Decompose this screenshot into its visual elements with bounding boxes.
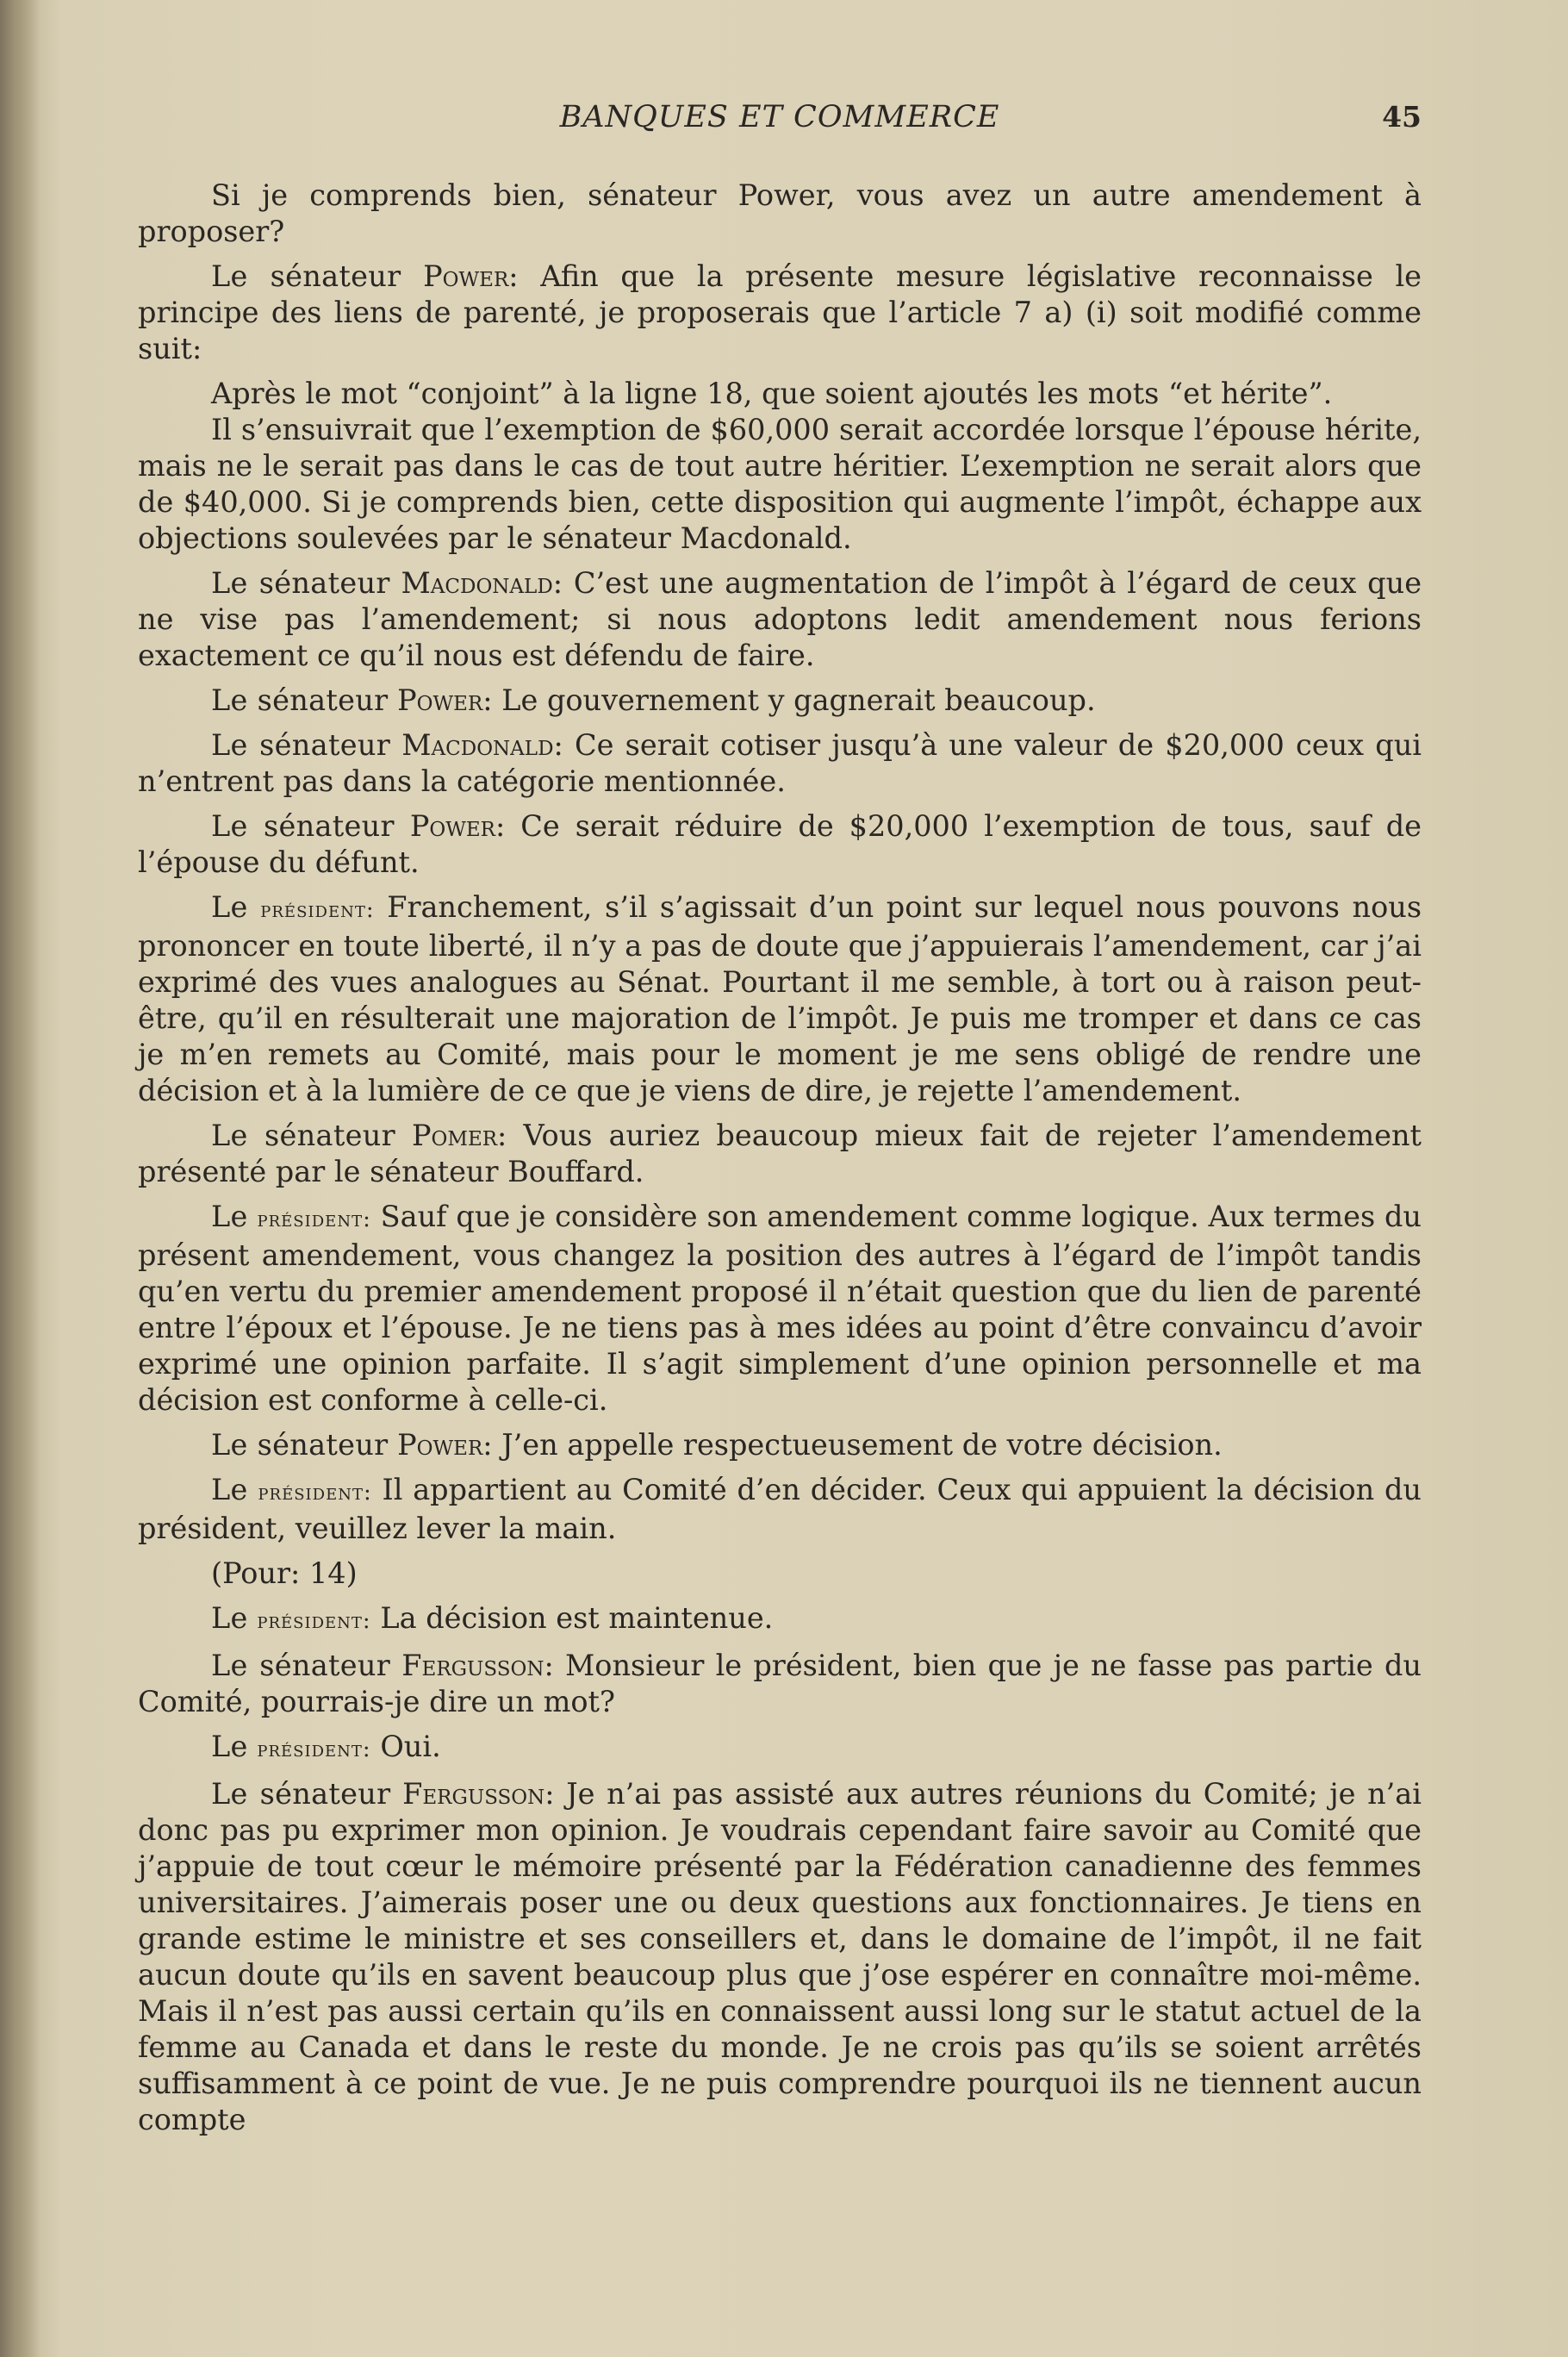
paragraph-text: La décision est maintenue. <box>380 1601 774 1635</box>
speaker-prefix: Le <box>211 1730 248 1763</box>
paragraph <box>138 565 1422 674</box>
speaker-prefix: Le sénateur <box>211 566 390 600</box>
speaker-prefix: Le sénateur <box>211 1119 395 1152</box>
paragraph <box>138 1472 1422 1547</box>
speaker-name: Power: <box>397 683 493 717</box>
paragraph <box>138 1648 1422 1720</box>
paragraph-text: C’est une augmentation de l’impôt à l’égard de ceux que ne vise pas l’amendement; si nous adoptons ledit amendement nous ferions exactement ce qu’il nous est défendu de faire. <box>138 566 1422 672</box>
paragraph-text: Il appartient au Comité d’en décider. Ceux qui appuient la décision du président, veuillez lever la main. <box>138 1473 1422 1545</box>
paragraph-text: Monsieur le président, bien que je ne fasse pas partie du Comité, pourrais-je dire un mot? <box>138 1649 1422 1718</box>
paragraph <box>138 178 1422 250</box>
speaker-prefix: Le <box>211 890 248 924</box>
paragraph <box>138 1776 1422 2138</box>
paragraph <box>138 412 1422 557</box>
paragraph-text: Si je comprends bien, sénateur Power, vous avez un autre amendement à proposer? <box>138 178 1422 248</box>
paragraph-text: J’en appelle respectueusement de votre décision. <box>501 1428 1223 1462</box>
paragraph-text: Afin que la présente mesure législative reconnaisse le principe des liens de parenté, je proposerais que l’article 7 a) (i) soit modifié comme suit: <box>138 259 1422 365</box>
speaker-name: Macdonald: <box>401 566 563 600</box>
speaker-prefix: Le <box>211 1200 248 1233</box>
paragraph-text: Il s’ensuivrait que l’exemption de $60,000 serait accordée lorsque l’épouse hérite, mais ne le serait pas dans le cas de tout autre héritier. L’exemption ne serait alors que de $40,000. Si je comprends bien, cette disposition qui augmente l’impôt, échappe aux objections soulevées par le sénateur Macdonald. <box>138 413 1422 555</box>
speaker-prefix: Le <box>211 1601 248 1635</box>
page-header <box>138 100 1422 148</box>
running-title: BANQUES ET COMMERCE <box>559 100 1000 134</box>
paragraph-text: Oui. <box>380 1730 441 1763</box>
paragraph <box>138 683 1422 719</box>
paragraph <box>138 1199 1422 1419</box>
paragraph-text: Ce serait cotiser jusqu’à une valeur de $20,000 ceux qui n’entrent pas dans la catégorie mentionnée. <box>138 728 1422 798</box>
paragraph-text: Sauf que je considère son amendement comme logique. Aux termes du présent amendement, vous changez la position des autres à l’égard de l’impôt tandis qu’en vertu du premier amendement proposé il n’était question que du lien de parenté entre l’époux et l’épouse. Je ne tiens pas à mes idées au point d’être convaincu d’avoir exprimé une opinion parfaite. Il s’agit simplement d’une opinion personnelle et ma décision est conforme à celle-ci. <box>138 1200 1422 1417</box>
paragraph <box>138 1427 1422 1463</box>
speaker-prefix: Le sénateur <box>211 728 391 762</box>
speaker-name: Power: <box>397 1428 493 1462</box>
paragraph <box>138 259 1422 367</box>
paragraph <box>138 808 1422 881</box>
paragraph <box>138 1729 1422 1768</box>
speaker-prefix: Le sénateur <box>211 1428 389 1462</box>
speaker-name: président: <box>257 1608 371 1634</box>
paragraph-text: Après le mot “conjoint” à la ligne 18, que soient ajoutés les mots “et hérite”. <box>211 377 1333 410</box>
paragraph <box>138 1600 1422 1639</box>
speaker-name: Macdonald: <box>401 728 563 762</box>
page-number: 45 <box>1382 100 1422 134</box>
paragraph-text: Franchement, s’il s’agissait d’un point sur lequel nous pouvons nous prononcer en toute liberté, il n’y a pas de doute que j’appuierais l’amendement, car j’ai exprimé des vues analogues au Sénat. Pourtant il me semble, à tort ou à raison peut-être, qu’il en résulterait une majoration de l’impôt. Je puis me tromper et dans ce cas je m’en remets au Comité, mais pour le moment je me sens obligé de rendre une décision et à la lumière de ce que je viens de dire, je rejette l’amendement. <box>138 890 1422 1107</box>
paragraph <box>138 1118 1422 1190</box>
speaker-prefix: Le sénateur <box>211 259 401 293</box>
speaker-prefix: Le sénateur <box>211 683 389 717</box>
speaker-prefix: Le sénateur <box>211 1777 391 1811</box>
speaker-name: président: <box>260 897 375 923</box>
book-spine-shadow <box>0 0 40 2357</box>
body-text <box>138 178 1422 2147</box>
speaker-prefix: Le sénateur <box>211 1649 391 1682</box>
paragraph-text: Je n’ai pas assisté aux autres réunions du Comité; je n’ai donc pas pu exprimer mon opinion. Je voudrais cependant faire savoir au Comité que j’appuie de tout cœur le mémoire présenté par la Fédération canadienne des femmes universitaires. J’aimerais poser une ou deux questions aux fonctionnaires. Je tiens en grande estime le ministre et ses conseillers et, dans le domaine de l’impôt, il ne fait aucun doute qu’ils en savent beaucoup plus que j’ose espérer en connaître moi-même. Mais il n’est pas aussi certain qu’ils en connaissent aussi long sur le statut actuel de la femme au Canada et dans le reste du monde. Je ne crois pas qu’ils se soient arrêtés suffisamment à ce point de vue. Je ne puis comprendre pourquoi ils ne tiennent aucun compte <box>138 1777 1422 2136</box>
paragraph-text: (Pour: 14) <box>211 1556 358 1590</box>
speaker-name: président: <box>257 1737 371 1762</box>
quoted-amendment <box>138 376 1422 412</box>
paragraph-text: Le gouvernement y gagnerait beaucoup. <box>501 683 1096 717</box>
paragraph <box>138 727 1422 800</box>
speaker-prefix: Le sénateur <box>211 809 395 843</box>
speaker-name: président: <box>257 1207 371 1232</box>
vote-count <box>138 1556 1422 1592</box>
speaker-name: Power: <box>409 809 506 843</box>
speaker-name: Power: <box>423 259 519 293</box>
paragraph <box>138 889 1422 1109</box>
speaker-name: président: <box>258 1480 372 1506</box>
speaker-name: Fergusson: <box>402 1777 555 1811</box>
paragraph-text: Vous auriez beaucoup mieux fait de rejeter l’amendement présenté par le sénateur Bouffard. <box>138 1119 1422 1188</box>
speaker-prefix: Le <box>211 1473 248 1506</box>
speaker-name: Fergusson: <box>401 1649 554 1682</box>
speaker-name: Pomer: <box>412 1119 507 1152</box>
paragraph-text: Ce serait réduire de $20,000 l’exemption de tous, sauf de l’épouse du défunt. <box>138 809 1422 879</box>
